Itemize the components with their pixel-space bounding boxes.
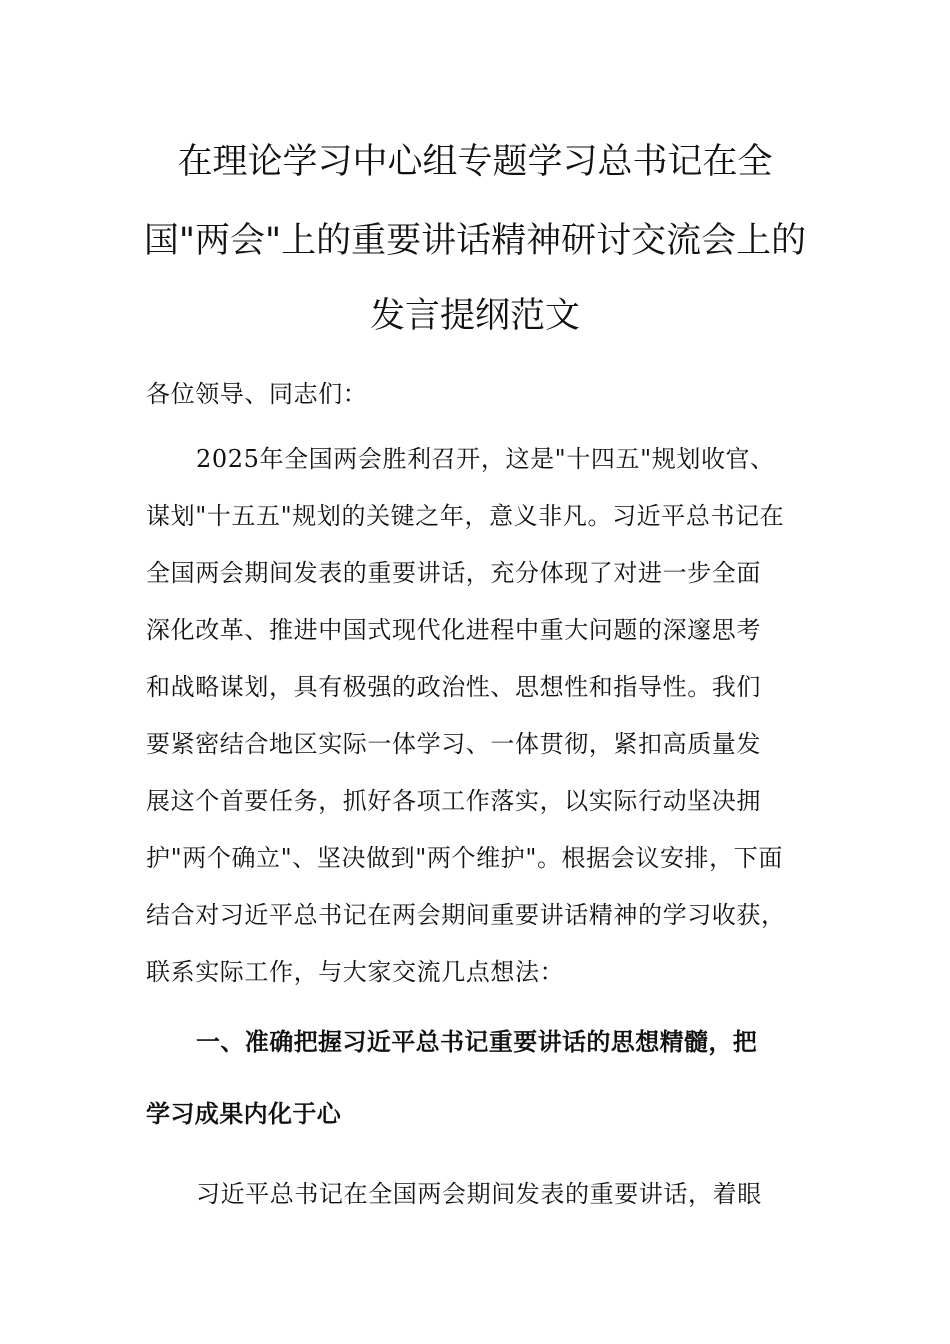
paragraph-line: 深化改革、推进中国式现代化进程中重大问题的深邃思考 xyxy=(146,616,761,644)
section-heading-line-1: 一、准确把握习近平总书记重要讲话的思想精髓，把 xyxy=(196,1028,758,1056)
section-heading-line-2: 学习成果内化于心 xyxy=(146,1100,342,1128)
paragraph-line: 联系实际工作，与大家交流几点想法： xyxy=(146,958,565,986)
paragraph-line: 护"两个确立"、坚决做到"两个维护"。根据会议安排，下面 xyxy=(146,844,783,872)
paragraph-line: 和战略谋划，具有极强的政治性、思想性和指导性。我们 xyxy=(146,673,761,701)
paragraph-line: 习近平总书记在全国两会期间发表的重要讲话，着眼 xyxy=(196,1180,762,1208)
paragraph-line: 结合对习近平总书记在两会期间重要讲话精神的学习收获， xyxy=(146,901,786,929)
document-title-line-1: 在理论学习中心组专题学习总书记在全 xyxy=(177,142,773,182)
paragraph-line: 2025年全国两会胜利召开，这是"十四五"规划收官、 xyxy=(196,445,775,473)
document-title-line-2: 国"两会"上的重要讲话精神研讨交流会上的 xyxy=(143,221,807,261)
paragraph-line: 展这个首要任务，抓好各项工作落实，以实际行动坚决拥 xyxy=(146,787,761,815)
paragraph-line: 全国两会期间发表的重要讲话，充分体现了对进一步全面 xyxy=(146,559,761,587)
paragraph-line: 要紧密结合地区实际一体学习、一体贯彻，紧扣高质量发 xyxy=(146,730,761,758)
salutation: 各位领导、同志们： xyxy=(146,380,368,408)
paragraph-line: 谋划"十五五"规划的关键之年，意义非凡。习近平总书记在 xyxy=(146,502,785,530)
document-title-line-3: 发言提纲范文 xyxy=(369,296,580,336)
